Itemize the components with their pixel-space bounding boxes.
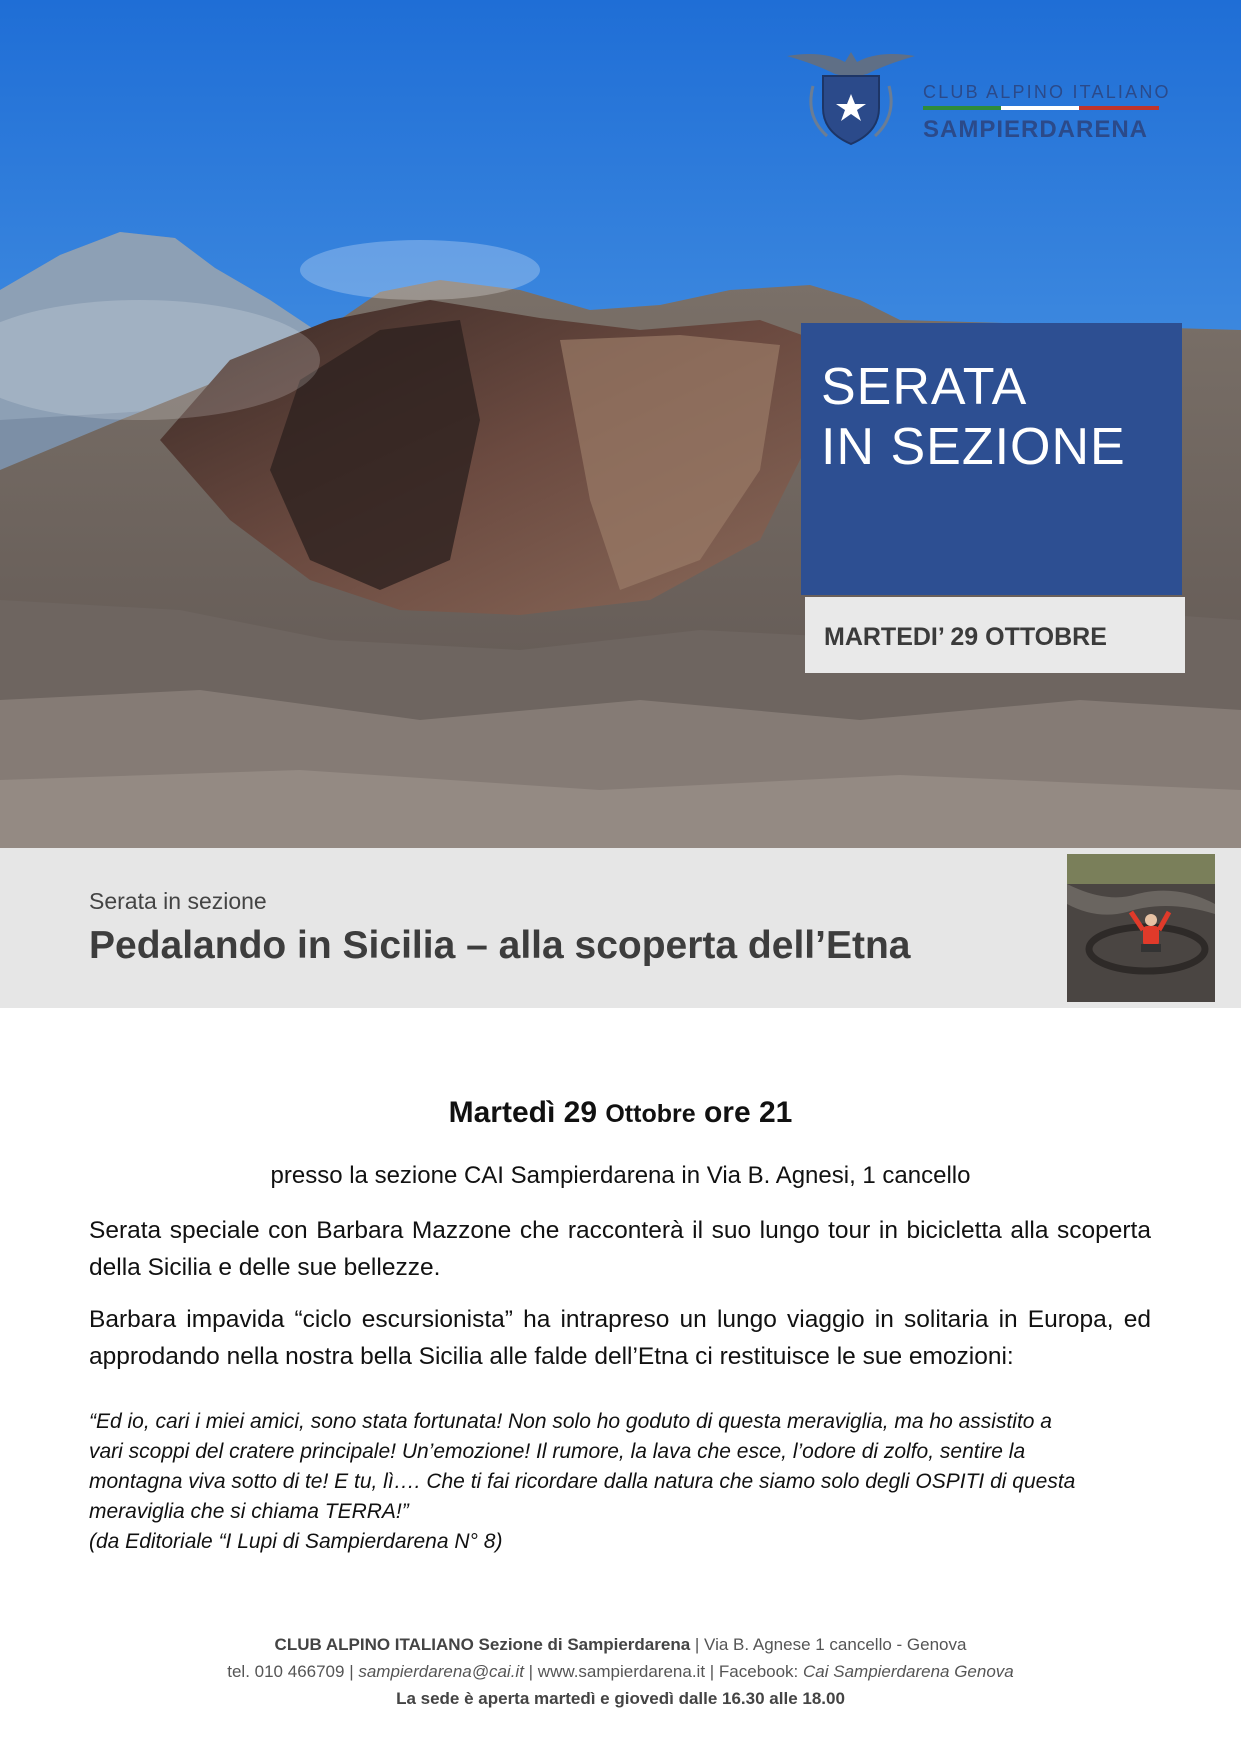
footer-address: | Via B. Agnese 1 cancello - Genova <box>690 1635 967 1654</box>
logo-line2: SAMPIERDARENA <box>923 116 1149 143</box>
event-title: Pedalando in Sicilia – alla scoperta dell’Etna <box>89 924 911 967</box>
footer <box>0 1631 1241 1712</box>
footer-org: CLUB ALPINO ITALIANO Sezione di Sampierdarena <box>274 1635 691 1654</box>
when-month: Ottobre <box>605 1100 696 1128</box>
quote-line: vari scoppi del cratere principale! Un’emozione! Il rumore, la lava che esce, l’odore di zolfo, sentire la <box>89 1440 1026 1463</box>
footer-line-2 <box>0 1658 1241 1685</box>
band-kicker: Serata in sezione <box>89 888 267 914</box>
logo-line1: CLUB ALPINO ITALIANO <box>923 82 1171 102</box>
event-datetime <box>0 1096 1241 1130</box>
hero-photo <box>0 0 1241 848</box>
footer-web[interactable]: | www.sampierdarena.it | Facebook: <box>523 1662 804 1681</box>
footer-tel: tel. 010 466709 | <box>227 1662 359 1681</box>
when-time: ore 21 <box>695 1096 793 1129</box>
serata-title: SERATA IN SEZIONE <box>821 358 1126 476</box>
description-paragraph-2: Barbara impavida “ciclo escursionista” ha intrapreso un lungo viaggio in solitaria in Europa, ed approdando nella nostra bella Sicilia alle falde dell’Etna ci restituisce le sue emozioni: <box>89 1306 1151 1370</box>
footer-line-3 <box>0 1685 1241 1712</box>
title-band <box>0 848 1241 1008</box>
footer-hours: La sede è aperta martedì e giovedì dalle 16.30 alle 18.00 <box>396 1689 845 1708</box>
serata-title-box <box>801 323 1182 595</box>
cai-logo <box>783 46 1171 146</box>
quote-line: meraviglia che si chiama TERRA!” <box>89 1500 409 1523</box>
description-paragraph-1: Serata speciale con Barbara Mazzone che racconterà il suo lungo tour in bicicletta alla scoperta della Sicilia e delle sue bellezze. <box>89 1217 1151 1281</box>
quote-block <box>89 1407 1151 1557</box>
date-tab <box>805 597 1185 673</box>
cyclist-thumbnail <box>1067 854 1215 1002</box>
date-tab-label: MARTEDI’ 29 OTTOBRE <box>824 623 1107 651</box>
quote-line: “Ed io, cari i miei amici, sono stata fortunata! Non solo ho goduto di questa meraviglia, ma ho assistito a <box>89 1410 1052 1433</box>
footer-line-1 <box>0 1631 1241 1658</box>
quote-line: montagna viva sotto di te! E tu, lì…. Che ti fai ricordare dalla natura che siamo solo degli OSPITI di questa <box>89 1470 1076 1493</box>
event-location: presso la sezione CAI Sampierdarena in Via B. Agnesi, 1 cancello <box>270 1162 971 1189</box>
quote-source: (da Editoriale “I Lupi di Sampierdarena N° 8) <box>89 1530 503 1553</box>
footer-facebook-link[interactable]: Cai Sampierdarena Genova <box>803 1662 1014 1681</box>
cai-eagle-emblem-icon <box>783 46 919 146</box>
when-day: Martedì 29 <box>448 1096 606 1129</box>
footer-email-link[interactable]: sampierdarena@cai.it <box>358 1662 524 1681</box>
logo-flag-stripe <box>923 106 1159 110</box>
cyclist-photo-illustration <box>1067 854 1215 1002</box>
